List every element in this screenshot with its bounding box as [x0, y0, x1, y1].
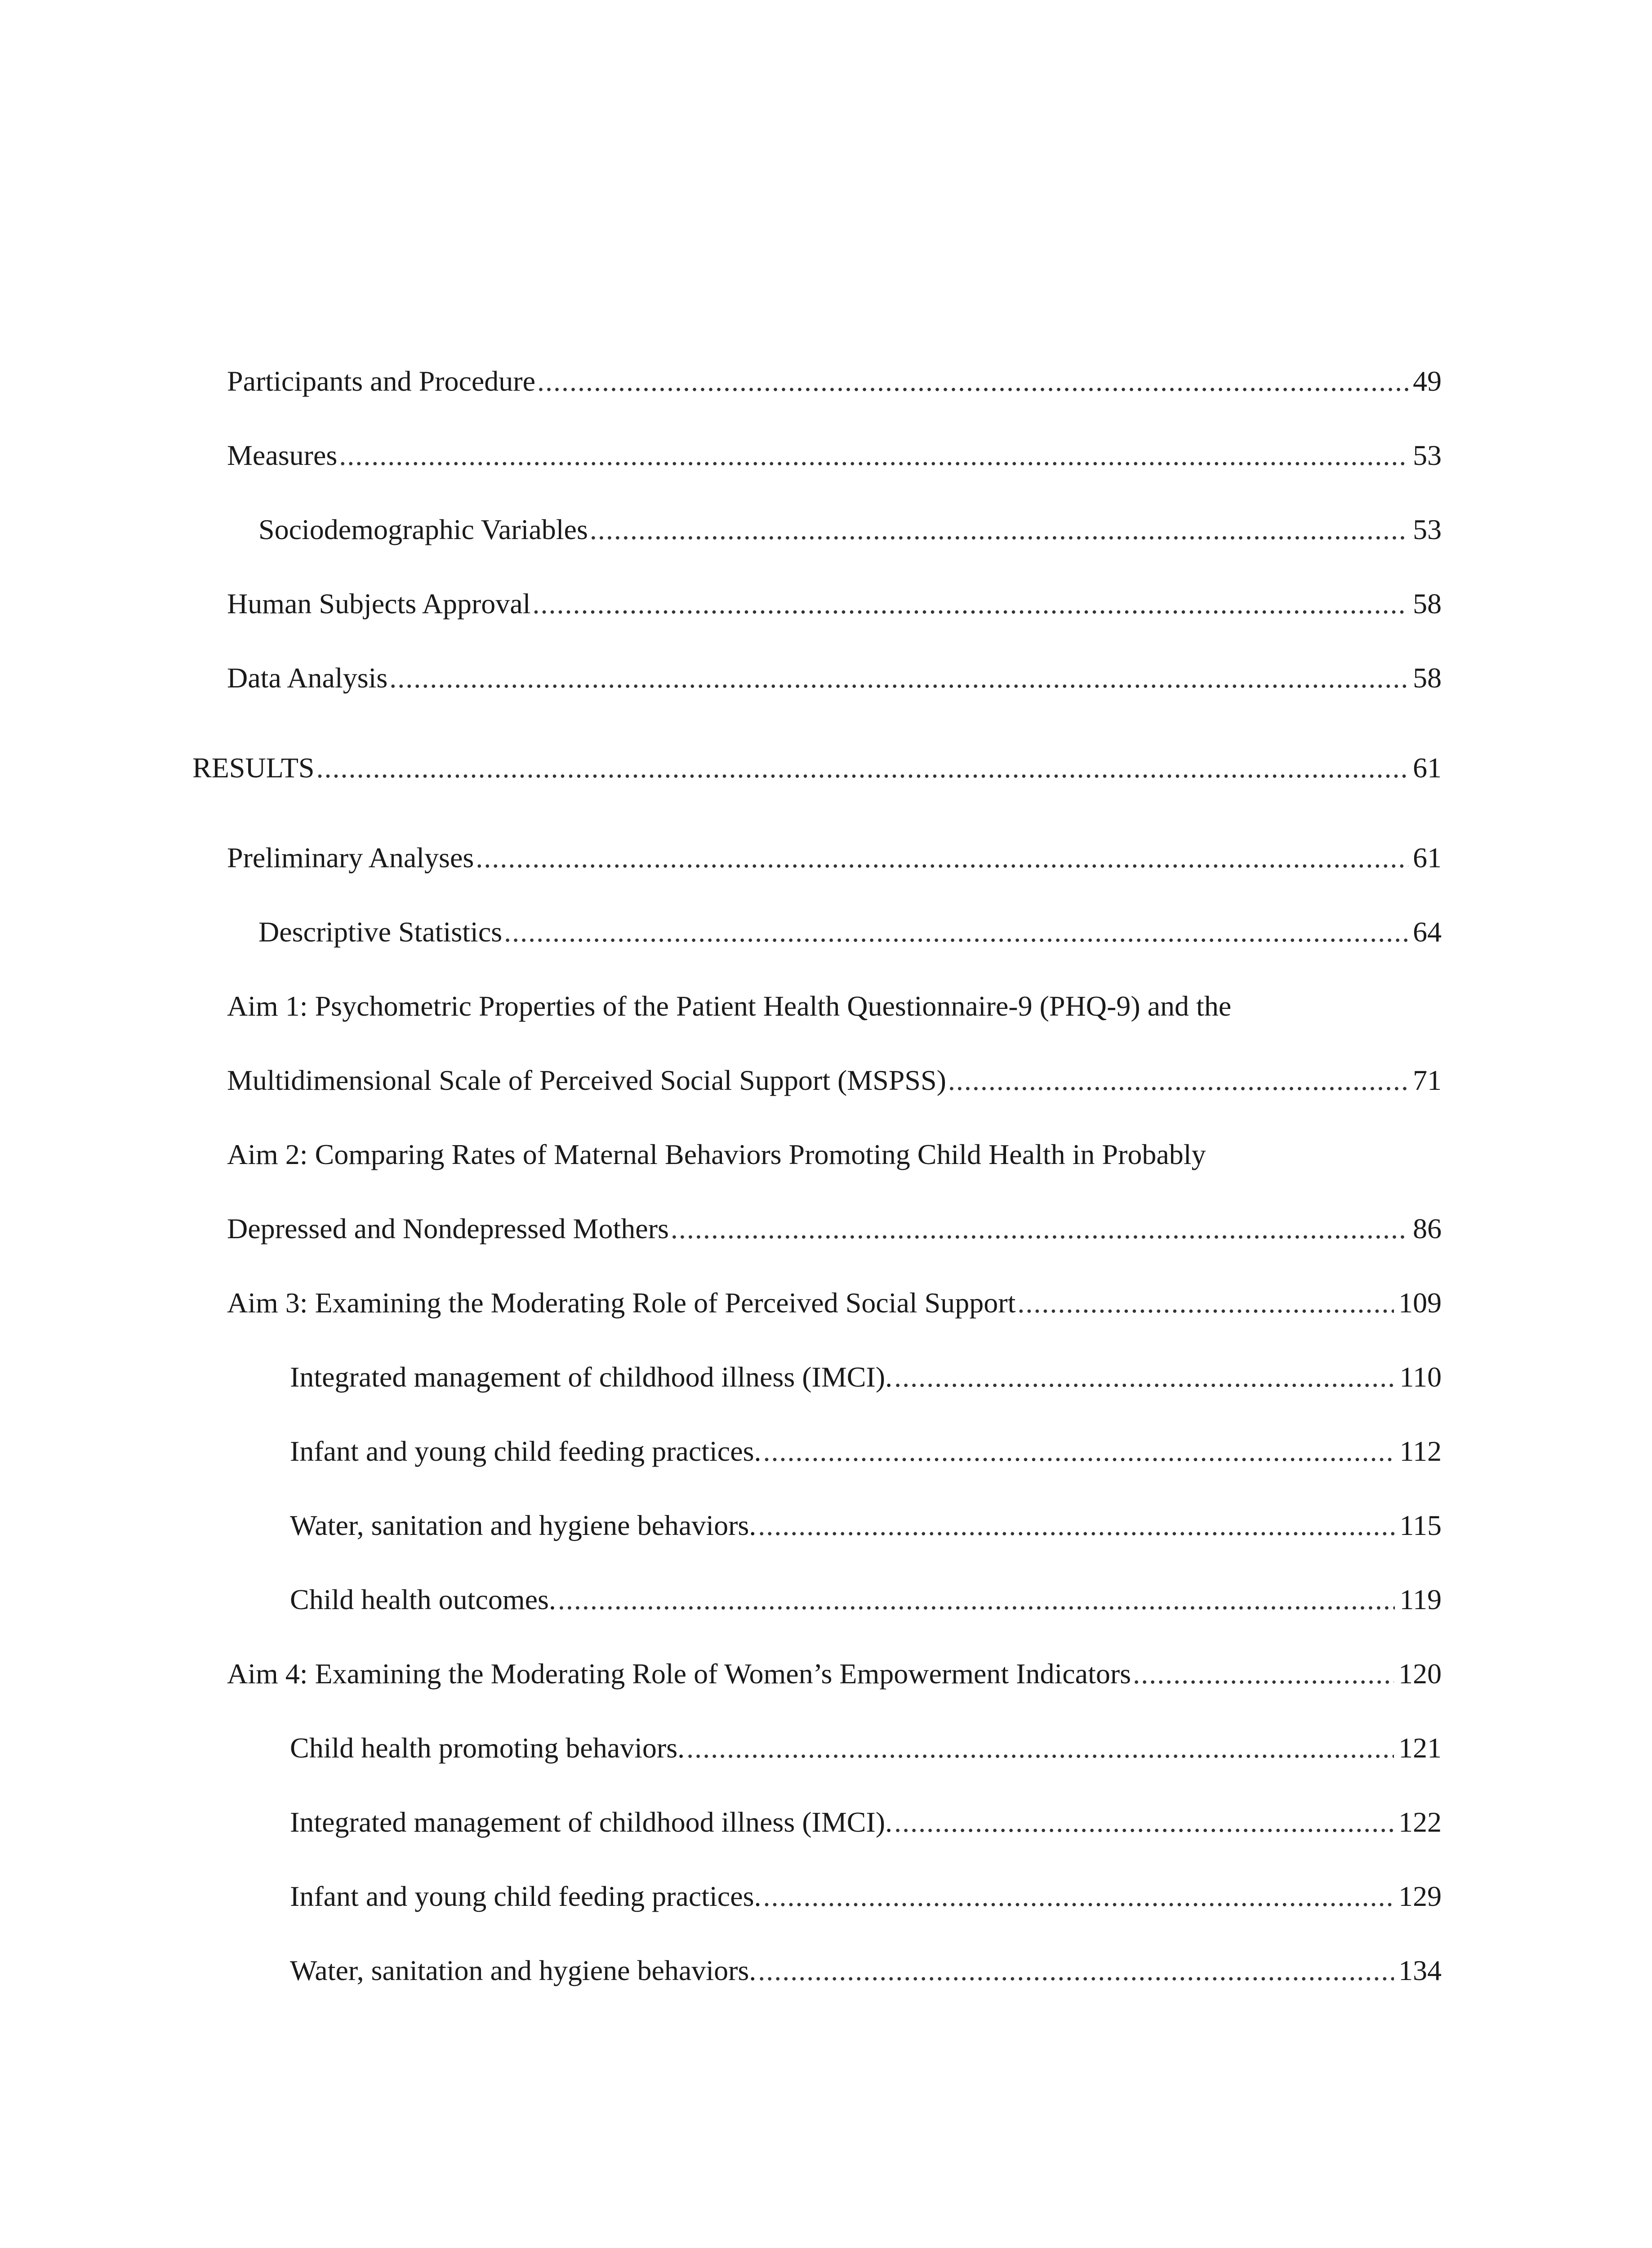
toc-entry-page: 58 — [1413, 588, 1442, 620]
toc-entry-preliminary-analyses[interactable] — [227, 841, 1442, 875]
toc-entry-label: Aim 3: Examining the Moderating Role of Perceived Social Support — [227, 1287, 1016, 1319]
toc-entry-label: Multidimensional Scale of Perceived Social Support (MSPSS) — [227, 1064, 946, 1096]
dot-leader — [316, 751, 1409, 785]
toc-entry-aim4-child-health-promoting[interactable] — [290, 1731, 1442, 1765]
toc-entry-page: 112 — [1399, 1435, 1442, 1467]
toc-entry-page: 53 — [1413, 513, 1442, 545]
toc-entry-label: Infant and young child feeding practices. — [290, 1435, 761, 1467]
toc-entry-label: Water, sanitation and hygiene behaviors. — [290, 1954, 757, 1986]
toc-entry-page: 49 — [1413, 365, 1442, 397]
toc-entry-participants-and-procedure[interactable] — [227, 364, 1442, 398]
toc-entry-page: 61 — [1413, 752, 1442, 784]
toc-entry-label: Data Analysis — [227, 662, 388, 694]
toc-entry-page: 129 — [1398, 1880, 1442, 1912]
toc-entry-page: 115 — [1399, 1509, 1442, 1541]
toc-entry-aim1-line1: Aim 1: Psychometric Properties of the Patient Health Questionnaire-9 (PHQ-9) and the — [227, 990, 1232, 1022]
toc-entry-label: Preliminary Analyses — [227, 842, 474, 874]
toc-entry-descriptive-statistics[interactable] — [258, 915, 1442, 949]
dot-leader — [894, 1360, 1395, 1394]
toc-entry-label: Integrated management of childhood illness (IMCI). — [290, 1806, 893, 1838]
dot-leader — [1017, 1286, 1394, 1320]
toc-entry-page: 86 — [1413, 1213, 1442, 1244]
toc-entry-sociodemographic-variables[interactable] — [258, 513, 1442, 547]
dot-leader — [590, 513, 1408, 547]
toc-entry-label: Depressed and Nondepressed Mothers — [227, 1213, 669, 1244]
toc-entry-aim3-wash[interactable] — [290, 1508, 1442, 1543]
toc-entry-page: 120 — [1398, 1658, 1442, 1690]
dot-leader — [558, 1583, 1395, 1617]
dot-leader — [339, 438, 1408, 473]
toc-entry-label: Infant and young child feeding practices. — [290, 1880, 761, 1912]
dot-leader — [763, 1879, 1394, 1913]
toc-entry-label: Water, sanitation and hygiene behaviors. — [290, 1509, 757, 1541]
toc-entry-page: 110 — [1399, 1361, 1442, 1393]
toc-entry-aim3-child-health-outcomes[interactable] — [290, 1583, 1442, 1617]
toc-entry-measures[interactable] — [227, 438, 1442, 473]
dot-leader — [671, 1212, 1408, 1246]
toc-entry-human-subjects-approval[interactable] — [227, 587, 1442, 621]
toc-entry-aim3-feeding[interactable] — [290, 1434, 1442, 1468]
toc-entry-results[interactable] — [192, 751, 1442, 785]
toc-entry-label: Integrated management of childhood illness (IMCI). — [290, 1361, 893, 1393]
dot-leader — [686, 1731, 1394, 1765]
toc-entry-page: 71 — [1413, 1064, 1442, 1096]
dot-leader — [948, 1063, 1408, 1097]
toc-entry-page: 119 — [1399, 1583, 1442, 1615]
toc-entry-page: 61 — [1413, 842, 1442, 874]
toc-entry-data-analysis[interactable] — [227, 661, 1442, 695]
toc-entry-label: Child health promoting behaviors. — [290, 1732, 685, 1764]
dot-leader — [389, 661, 1408, 695]
dot-leader — [758, 1954, 1394, 1988]
toc-entry-page: 122 — [1398, 1806, 1442, 1838]
toc-entry-page: 58 — [1413, 662, 1442, 694]
dot-leader — [532, 587, 1408, 621]
toc-entry-aim4-feeding[interactable] — [290, 1879, 1442, 1913]
toc-entry-aim1[interactable] — [227, 1063, 1442, 1097]
toc-entry-page: 53 — [1413, 439, 1442, 471]
toc-entry-aim4-imci[interactable] — [290, 1805, 1442, 1839]
toc-entry-aim2[interactable] — [227, 1212, 1442, 1246]
toc-entry-aim4-wash[interactable] — [290, 1954, 1442, 1988]
toc-entry-aim3[interactable] — [227, 1286, 1442, 1320]
toc-entry-label: Child health outcomes. — [290, 1583, 556, 1615]
dot-leader — [894, 1805, 1394, 1839]
dot-leader — [504, 915, 1408, 949]
toc-entry-label: Aim 4: Examining the Moderating Role of Women’s Empowerment Indicators — [227, 1658, 1131, 1690]
toc-entry-aim3-imci[interactable] — [290, 1360, 1442, 1394]
toc-entry-label: Measures — [227, 439, 338, 471]
toc-entry-page: 64 — [1413, 916, 1442, 948]
toc-entry-aim4[interactable] — [227, 1657, 1442, 1691]
toc-entry-label: RESULTS — [192, 752, 315, 784]
toc-entry-label: Participants and Procedure — [227, 365, 535, 397]
toc-entry-page: 134 — [1398, 1954, 1442, 1986]
toc-entry-page: 121 — [1398, 1732, 1442, 1764]
dot-leader — [476, 841, 1408, 875]
dot-leader — [758, 1508, 1395, 1543]
dot-leader — [1133, 1657, 1394, 1691]
toc-entry-label: Sociodemographic Variables — [258, 513, 588, 545]
dot-leader — [763, 1434, 1395, 1468]
dot-leader — [537, 364, 1408, 398]
toc-entry-aim2-line1: Aim 2: Comparing Rates of Maternal Behaviors Promoting Child Health in Probably — [227, 1138, 1206, 1170]
toc-entry-page: 109 — [1398, 1287, 1442, 1319]
toc-entry-label: Human Subjects Approval — [227, 588, 531, 620]
toc-entry-label: Descriptive Statistics — [258, 916, 503, 948]
